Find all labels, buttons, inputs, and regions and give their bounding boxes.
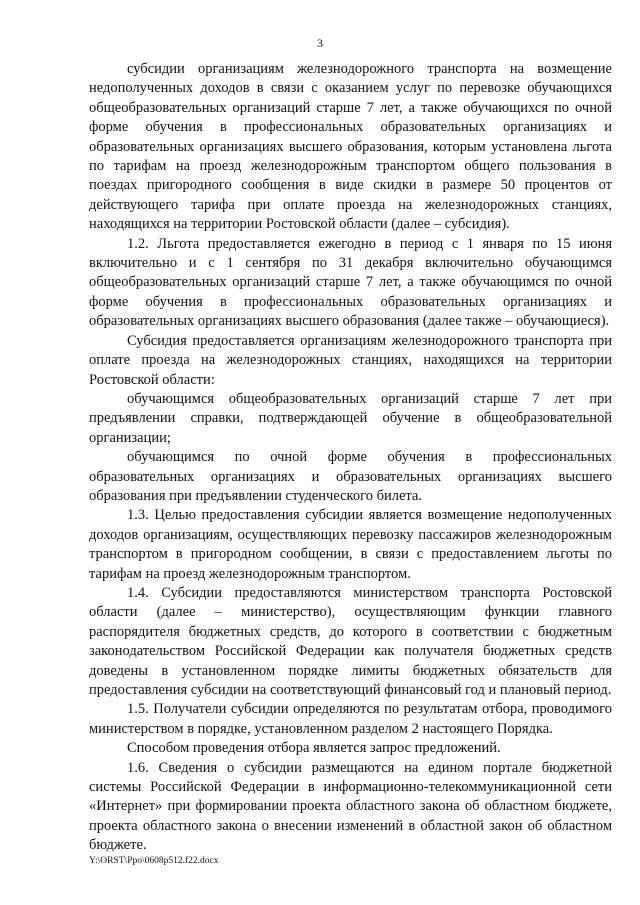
paragraph-subsidy-provision: Субсидия предоставляется организациям железнодорожного транспорта при оплате проезда на железнодорожных станциях, находящихся на территории Ростовской области: bbox=[89, 332, 612, 388]
paragraph-general-students: обучающимся общеобразовательных организаций старше 7 лет при предъявлении справки, подтверждающей обучение в общеобразовательной организации; bbox=[89, 390, 612, 446]
paragraph-subsidy-definition: субсидии организациям железнодорожного транспорта на возмещение недополученных доходов в связи с оказанием услуг по перевозке обучающихся общеобразовательных организаций старше 7 лет, а также обучающихся по очной форме обучения в профессиональных образовательных организациях и образовательных организациях высшего образования, которым установлена льгота по тарифам на проезд железнодорожным транспортом общего пользования в поездах пригородного сообщения в виде скидки в размере 50 процентов от действующего тарифа при оплате проезда на железнодорожных станциях, находящихся на территории Ростовской области (далее – субсидия). bbox=[89, 61, 612, 233]
paragraph-full-time-students: обучающимся по очной форме обучения в профессиональных образовательных организациях и образовательных организациях высшего образования при предъявлении студенческого билета. bbox=[89, 449, 612, 504]
paragraph-1-2: 1.2. Льгота предоставляется ежегодно в период с 1 января по 15 июня включительно и с 1 сентября по 31 декабря включительно обучающимся общеобразовательных организаций старше 7 лет, а также обучающимся по очной форме обучения в профессиональных образовательных организациях и образовательных организациях высшего образования (далее также – обучающиеся). bbox=[89, 235, 612, 330]
document-body bbox=[89, 60, 612, 856]
paragraph-1-6: 1.6. Сведения о субсидии размещаются на едином портале бюджетной системы Российской Федерации в информационно-телекоммуникационной сети «Интернет» при формировании проекта областного закона об областном бюджете, проекта областного закона о внесении изменений в областной закон об областном бюджете. bbox=[89, 759, 612, 854]
paragraph-1-5: 1.5. Получатели субсидии определяются по результатам отбора, проводимого министерством в порядке, установленном разделом 2 настоящего Порядка. bbox=[89, 701, 612, 737]
paragraph-1-3: 1.3. Целью предоставления субсидии является возмещение недополученных доходов организациям, осуществляющих перевозку пассажиров железнодорожным транспортом в пригородном сообщении, в связи с предоставлением льготы по тарифам на проезд железнодорожным транспортом. bbox=[89, 507, 612, 582]
paragraph-selection-method: Способом проведения отбора является запрос предложений. bbox=[127, 740, 501, 757]
page-number: 3 bbox=[317, 36, 323, 50]
paragraph-1-4: 1.4. Субсидии предоставляются министерством транспорта Ростовской области (далее – министерство), осуществляющим функции главного распорядителя бюджетных средств, до которого в соответствии с бюджетным законодательством Российской Федерации как получателя бюджетных средств доведены в установленном порядке лимиты бюджетных обязательств для предоставления субсидии на соответствующий финансовый год и плановый период. bbox=[89, 584, 612, 698]
footer-file-path: Y:\ORST\Ppo\0608p512.f22.docx bbox=[89, 856, 219, 866]
